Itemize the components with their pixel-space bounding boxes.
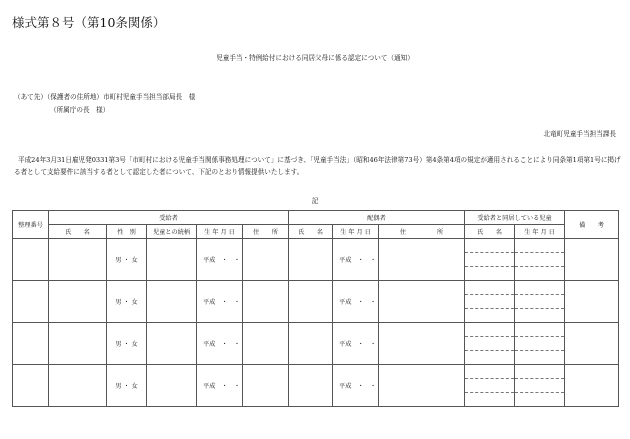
name-cell[interactable] [49,239,107,281]
body-text-line-1: 平成24年3月31日雇児発0331第3号「市町村における児童手当関係事務処理について」に基づき、「児童手当法」（昭和46年法律第73号）第4条第4項の規定が適用されることにより同条第1項第1号に掲げ [18,156,621,164]
birth-cell[interactable]: 平成 ・ ・ [197,239,243,281]
addressee-line-2: （所属庁の長 様） [50,106,110,114]
table-row [13,365,619,407]
header-sex: 性 別 [107,225,147,239]
header-biko: 備 考 [565,211,619,239]
biko-cell[interactable] [565,239,619,281]
sex-cell[interactable]: 男 ・ 女 [107,323,147,365]
header-birth: 生 年 月 日 [197,225,243,239]
child-birth-cell[interactable] [515,323,565,365]
seiri-cell[interactable] [13,365,49,407]
relation-cell[interactable] [147,365,197,407]
body-text-line-2: る者として支給要件に該当する者として認定した者について、下記のとおり情報提供いたします。 [14,168,304,176]
seiri-cell[interactable] [13,281,49,323]
child-birth-cell[interactable] [515,239,565,281]
birth-cell[interactable]: 平成 ・ ・ [197,323,243,365]
biko-cell[interactable] [565,323,619,365]
header-spouse: 配偶者 [289,211,465,225]
spouse-address-cell[interactable] [379,239,465,281]
spouse-name-cell[interactable] [289,239,333,281]
sender: 北竜町児童手当担当課長 [543,130,616,138]
spouse-name-cell[interactable] [289,281,333,323]
spouse-birth-cell[interactable]: 平成 ・ ・ [333,365,379,407]
spouse-address-cell[interactable] [379,281,465,323]
address-cell[interactable] [243,365,289,407]
sex-cell[interactable]: 男 ・ 女 [107,365,147,407]
header-child-name: 氏 名 [465,225,515,239]
name-cell[interactable] [49,365,107,407]
relation-cell[interactable] [147,323,197,365]
table-row [13,281,619,323]
header-address: 住 所 [243,225,289,239]
relation-cell[interactable] [147,281,197,323]
table-row [13,239,619,281]
address-cell[interactable] [243,239,289,281]
table-row [13,323,619,365]
spouse-name-cell[interactable] [289,323,333,365]
header-recipient: 受給者 [49,211,289,225]
spouse-address-cell[interactable] [379,323,465,365]
child-name-cell[interactable] [465,239,515,281]
address-cell[interactable] [243,323,289,365]
child-birth-cell[interactable] [515,281,565,323]
relation-cell[interactable] [147,239,197,281]
address-cell[interactable] [243,281,289,323]
header-spouse-address: 住 所 [379,225,465,239]
name-cell[interactable] [49,323,107,365]
spouse-birth-cell[interactable]: 平成 ・ ・ [333,323,379,365]
name-cell[interactable] [49,281,107,323]
spouse-birth-cell[interactable]: 平成 ・ ・ [333,239,379,281]
header-spouse-birth: 生 年 月 日 [333,225,379,239]
header-spouse-name: 氏 名 [289,225,333,239]
header-child-birth: 生 年 月 日 [515,225,565,239]
sex-cell[interactable]: 男 ・ 女 [107,239,147,281]
child-name-cell[interactable] [465,365,515,407]
header-relation: 児童との続柄 [147,225,197,239]
header-name: 氏 名 [49,225,107,239]
biko-cell[interactable] [565,365,619,407]
document-title: 児童手当・特例給付における同居父母に係る認定について（通知） [216,54,414,62]
table-header-row-1 [13,211,619,225]
birth-cell[interactable]: 平成 ・ ・ [197,365,243,407]
spouse-address-cell[interactable] [379,365,465,407]
child-name-cell[interactable] [465,281,515,323]
header-seiri: 整理番号 [13,211,49,239]
addressee-line-1: （あて先）（保護者の住所地）市町村児童手当担当部局長 様 [14,93,196,101]
seiri-cell[interactable] [13,239,49,281]
info-table [12,210,619,407]
spouse-name-cell[interactable] [289,365,333,407]
child-birth-cell[interactable] [515,365,565,407]
sex-cell[interactable]: 男 ・ 女 [107,281,147,323]
ki-heading: 記 [311,197,319,205]
form-label: 様式第８号（第10条関係） [12,15,166,30]
spouse-birth-cell[interactable]: 平成 ・ ・ [333,281,379,323]
seiri-cell[interactable] [13,323,49,365]
birth-cell[interactable]: 平成 ・ ・ [197,281,243,323]
biko-cell[interactable] [565,281,619,323]
table-header-row-2 [13,225,619,239]
child-name-cell[interactable] [465,323,515,365]
header-child: 受給者と同居している児童 [465,211,565,225]
